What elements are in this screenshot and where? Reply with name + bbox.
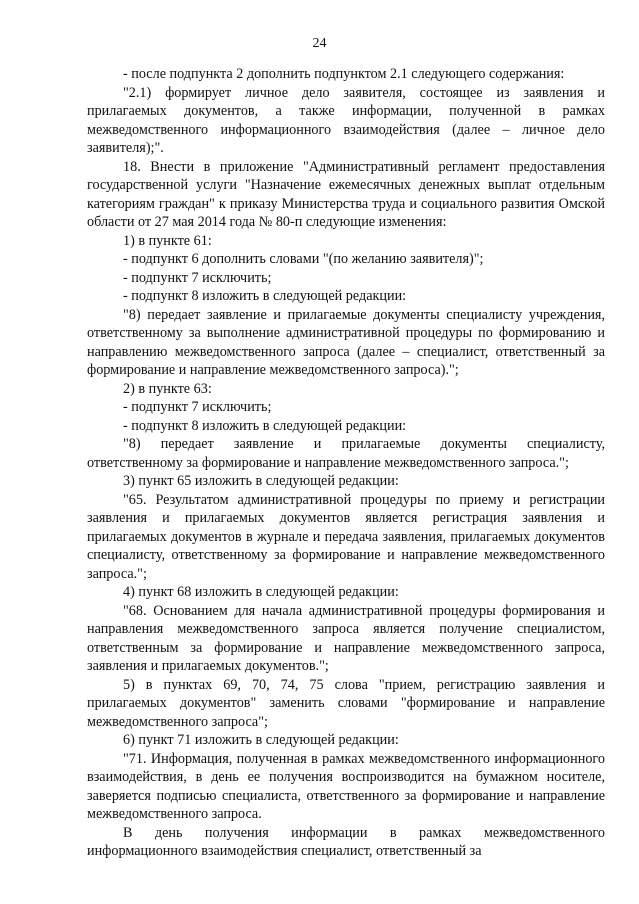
paragraph: В день получения информации в рамках межведомственного информационного взаимодействия специалист, ответственный за bbox=[87, 824, 605, 859]
paragraph: "65. Результатом административной процедуры по приему и регистрации заявления и прилагаемых документов является регистрация заявления и прилагаемых документов в журнале и передача заявления, прилагаемых документов специалисту, ответственному за формирование и направление межведомственного запроса."; bbox=[87, 491, 605, 582]
paragraph: 1) в пункте 61: bbox=[123, 232, 212, 249]
paragraph: - подпункт 6 дополнить словами "(по желанию заявителя)"; bbox=[123, 251, 484, 267]
paragraph: 3) пункт 65 изложить в следующей редакции: bbox=[123, 473, 399, 489]
paragraph: "2.1) формирует личное дело заявителя, состоящее из заявления и прилагаемых документов, а также информации, полученной в рамках межведомственного информационного взаимодействия (далее – личное дело заявителя);". bbox=[87, 84, 605, 156]
paragraph: 4) пункт 68 изложить в следующей редакции: bbox=[123, 584, 399, 600]
paragraph: - после подпункта 2 дополнить подпунктом 2.1 следующего содержания: bbox=[123, 66, 565, 82]
paragraph: "68. Основанием для начала административной процедуры формирования и направления межведомственного запроса является получение специалистом, ответственным за формирование и направление межведомственного запроса, заявления и прилагаемых документов."; bbox=[87, 602, 605, 674]
paragraph: - подпункт 7 исключить; bbox=[123, 399, 272, 415]
paragraph: "8) передает заявление и прилагаемые документы специалисту, ответственному за формирование и направление межведомственного запроса."; bbox=[87, 436, 605, 471]
page-number: 24 bbox=[312, 36, 327, 51]
document-body bbox=[87, 65, 605, 861]
paragraph: - подпункт 8 изложить в следующей редакции: bbox=[123, 417, 407, 434]
paragraph: - подпункт 8 изложить в следующей редакции: bbox=[123, 288, 407, 304]
paragraph: "8) передает заявление и прилагаемые документы специалисту учреждения, ответственному за выполнение административной процедуры по формированию и направлению межведомственного запроса (далее – специалист, ответственный за формирование и направление межведомственного запроса)."; bbox=[87, 306, 605, 378]
paragraph: 18. Внести в приложение "Административный регламент предоставления государственной услуги "Назначение ежемесячных денежных выплат отдельным категориям граждан" к приказу Министерства труда и социального развития Омской области от 27 мая 2014 года № 80-п следующие изменения: bbox=[87, 158, 605, 230]
paragraph: 5) в пунктах 69, 70, 74, 75 слова "прием, регистрацию заявления и прилагаемых документов" заменить словами "формирование и направление межведомственного запроса"; bbox=[87, 676, 605, 730]
paragraph: 2) в пункте 63: bbox=[123, 380, 212, 397]
paragraph: - подпункт 7 исключить; bbox=[123, 269, 272, 286]
paragraph: 6) пункт 71 изложить в следующей редакции: bbox=[123, 732, 399, 748]
paragraph: "71. Информация, полученная в рамках межведомственного информационного взаимодействия, в день ее получения воспроизводится на бумажном носителе, заверяется подписью специалиста, ответственного за формирование и направление межведомственного запроса. bbox=[87, 750, 605, 822]
